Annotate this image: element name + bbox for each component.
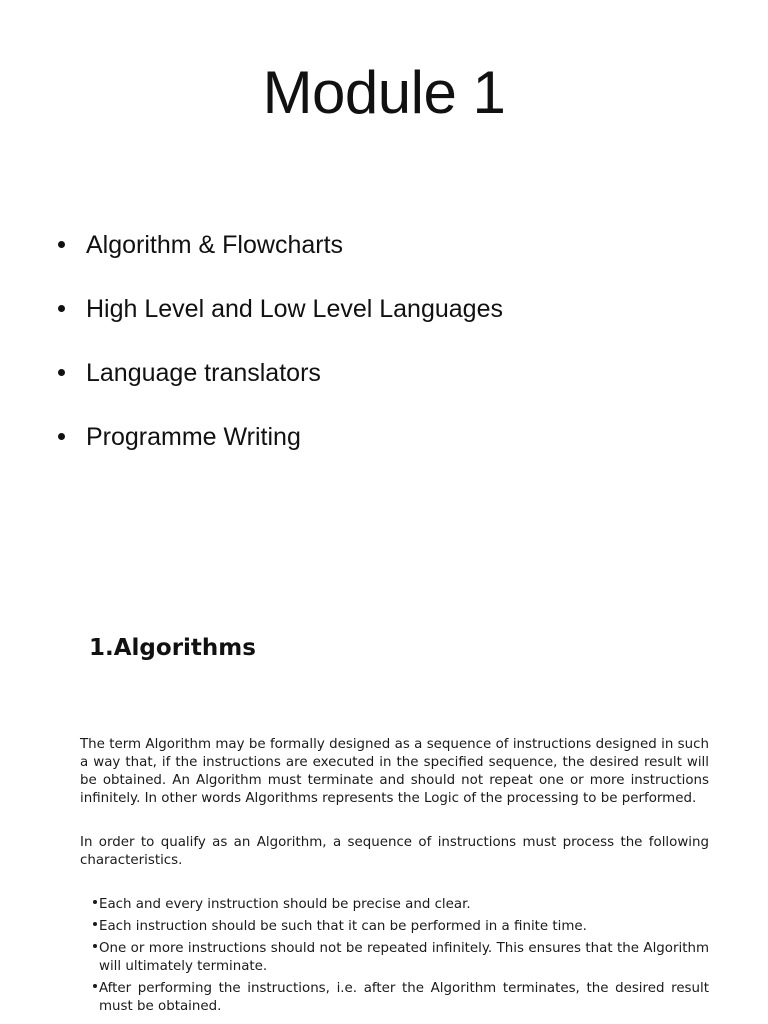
slide-bullet-text: Programme Writing	[86, 423, 301, 451]
bullet-dot-icon	[93, 984, 97, 988]
characteristic-text: Each and every instruction should be precise and clear.	[99, 897, 471, 912]
slide-title: Module 1	[262, 59, 506, 126]
characteristic-text: One or more instructions should not be repeated infinitely. This ensures that the Algorithm will ultimately terminate.	[99, 941, 709, 974]
document-section	[80, 630, 709, 1020]
characteristics-list	[80, 896, 709, 1016]
characteristic-item	[80, 918, 709, 936]
bullet-dot-icon	[93, 944, 97, 948]
slide-bullet-list	[58, 226, 503, 482]
slide-bullet-item	[58, 226, 503, 290]
bullet-dot-icon	[58, 305, 65, 312]
paragraph-definition: The term Algorithm may be formally designed as a sequence of instructions designed in such a way that, if the instructions are executed in the specified sequence, the desired result will be obtained. An Algorithm must terminate and should not repeat one or more instructions infinitely. In other words Algorithms represents the Logic of the processing to be performed.	[80, 737, 709, 806]
slide-bullet-text: High Level and Low Level Languages	[86, 295, 503, 323]
bullet-dot-icon	[93, 922, 97, 926]
bullet-dot-icon	[93, 900, 97, 904]
slide-bullet-item	[58, 418, 503, 482]
characteristic-item	[80, 896, 709, 914]
characteristic-text: After performing the instructions, i.e. after the Algorithm terminates, the desired result must be obtained.	[99, 981, 709, 1014]
section-heading: 1.Algorithms	[89, 635, 256, 661]
bullet-dot-icon	[58, 433, 65, 440]
bullet-dot-icon	[58, 369, 65, 376]
characteristic-item	[80, 980, 709, 1016]
slide-bullet-text: Algorithm & Flowcharts	[86, 231, 344, 259]
bullet-dot-icon	[58, 241, 65, 248]
slide-bullet-item	[58, 354, 503, 418]
characteristic-item	[80, 940, 709, 976]
paragraph-characteristics-intro: In order to qualify as an Algorithm, a sequence of instructions must process the following characteristics.	[80, 835, 709, 868]
slide-bullet-text: Language translators	[86, 359, 321, 387]
characteristic-text: Each instruction should be such that it can be performed in a finite time.	[99, 919, 587, 934]
slide-bullet-item	[58, 290, 503, 354]
